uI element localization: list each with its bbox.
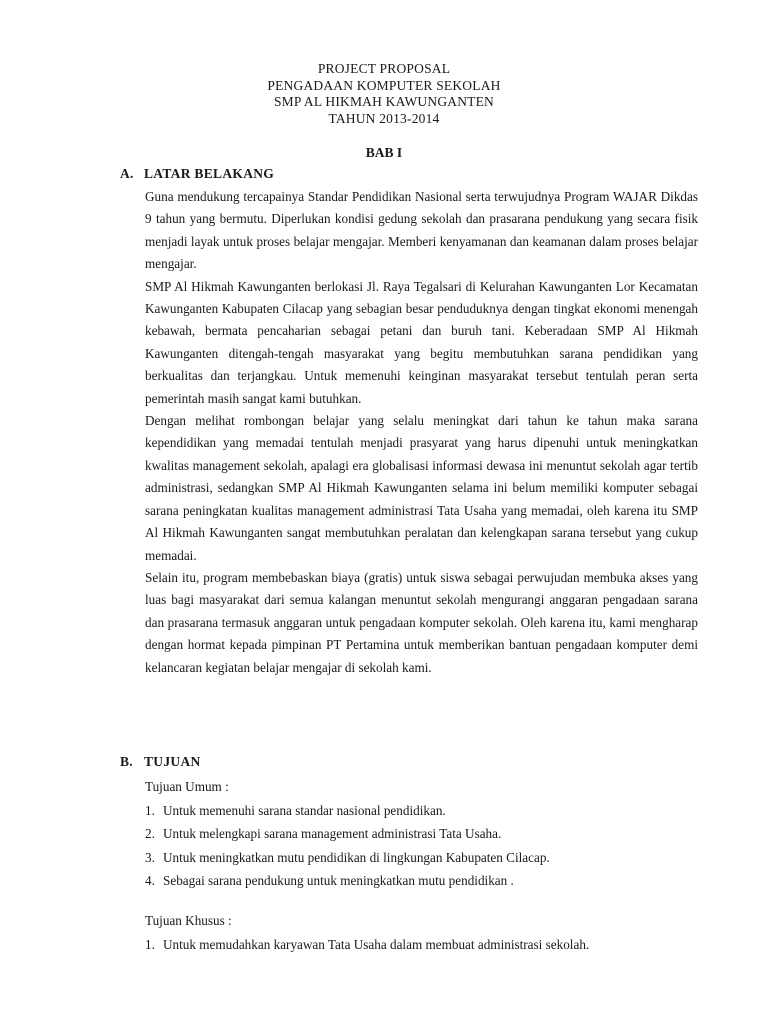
title-line-4: TAHUN 2013-2014 [328, 110, 440, 126]
section-b-title: TUJUAN [144, 754, 201, 769]
list-item [145, 933, 705, 957]
paragraph: Dengan melihat rombongan belajar yang selalu meningkat dari tahun ke tahun maka sarana kependidikan yang memadai tentulah menjadi prasyarat yang harus dipenuhi untuk meningkatkan kwalitas management sekolah, apalagi era globalisasi informasi dewasa ini menuntut sekolah agar tertib administrasi, sedangkan SMP Al Hikmah Kawunganten selama ini belum memiliki komputer sebagai sarana peningkatan kualitas management administrasi Tata Usaha yang memadai, oleh karena itu SMP Al Hikmah Kawunganten sangat membutuhkan peralatan dan kelengkapan sarana tersebut yang cukup memadai. [145, 413, 698, 563]
chapter-heading: BAB I [365, 145, 403, 160]
list-text: Untuk memenuhi sarana standar nasional pendidikan. [163, 802, 446, 818]
list-item [145, 846, 705, 870]
list-text: Untuk memudahkan karyawan Tata Usaha dalam membuat administrasi sekolah. [163, 936, 590, 952]
section-a-title: LATAR BELAKANG [144, 166, 275, 181]
tujuan-khusus-label: Tujuan Khusus : [145, 913, 232, 928]
list-number: 2. [145, 826, 155, 841]
list-number: 3. [145, 849, 155, 865]
title-line-2: PENGADAAN KOMPUTER SEKOLAH [267, 77, 501, 93]
section-a-letter: A. [120, 166, 134, 181]
section-a-heading [120, 166, 274, 182]
section-b-heading [120, 754, 201, 770]
list-number: 4. [145, 873, 155, 888]
list-item [145, 869, 705, 893]
list-number: 1. [145, 936, 155, 952]
list-item [145, 799, 705, 823]
paragraph: Guna mendukung tercapainya Standar Pendidikan Nasional serta terwujudnya Program WAJAR Dikdas 9 tahun yang bermutu. Diperlukan kondisi gedung sekolah dan prasarana pendukung yang secara fisik menjadi layak untuk proses belajar mengajar. Memberi kenyamanan dan keamanan dalam proses belajar mengajar. [145, 189, 698, 272]
list-text: Sebagai sarana pendukung untuk meningkatkan mutu pendidikan . [163, 873, 514, 888]
title-line-1: PROJECT PROPOSAL [317, 61, 451, 76]
tujuan-umum-block [145, 775, 705, 893]
list-text: Untuk melengkapi sarana management administrasi Tata Usaha. [163, 826, 502, 841]
tujuan-umum-label: Tujuan Umum : [145, 779, 229, 794]
list-number: 1. [145, 802, 155, 818]
tujuan-khusus-block [145, 909, 705, 956]
list-item [145, 822, 705, 846]
section-a-body [145, 186, 698, 679]
list-text: Untuk meningkatkan mutu pendidikan di lingkungan Kabupaten Cilacap. [163, 849, 550, 865]
paragraph: Selain itu, program membebaskan biaya (gratis) untuk siswa sebagai perwujudan membuka akses yang luas bagi masyarakat dari semua kalangan menuntut sekolah mengurangi anggaran pengadaan sarana dan prasarana termasuk anggaran untuk pengadaan komputer sekolah. Oleh karena itu, kami mengharap dengan hormat kepada pimpinan PT Pertamina untuk memberikan bantuan pengadaan komputer demi kelancaran kegiatan belajar mengajar di sekolah kami. [145, 569, 698, 675]
section-b-letter: B. [120, 754, 133, 769]
proposal-title-block [0, 61, 768, 127]
title-line-3: SMP AL HIKMAH KAWUNGANTEN [273, 94, 495, 109]
paragraph: SMP Al Hikmah Kawunganten berlokasi Jl. Raya Tegalsari di Kelurahan Kawunganten Lor Kecamatan Kawunganten Kabupaten Cilacap yang sebagian besar penduduknya dengan tingkat ekonomi menengah kebawah, bermata pencaharian sebagai petani dan buruh tani. Keberadaan SMP Al Hikmah Kawunganten ditengah-tengah masyarakat yang begitu membutuhkan sarana pendidikan yang berkualitas dan terjangkau. Untuk memenuhi keinginan masyarakat tersebut tentulah peran serta pemerintah masih sangat kami butuhkan. [145, 278, 698, 406]
